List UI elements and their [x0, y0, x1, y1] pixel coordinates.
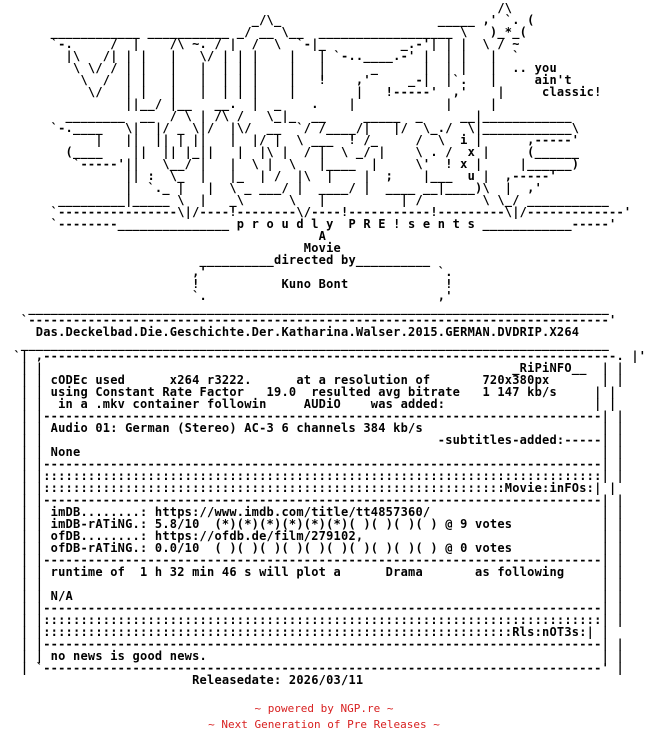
nfo-line: | |---------------------------------------------------------------------------| |: [6, 409, 624, 423]
nfo-line: `-. / | /\ ~. / | / \ `-|_ _.-'| | | \ / ~: [6, 37, 520, 51]
nfo-line: _/\_ _____ ,' `. (: [6, 13, 535, 27]
nfo-line: | | Audio 01: German (Stereo) AC-3 6 channels 384 kb/s | |: [6, 421, 624, 435]
nfo-line: | | | |: [6, 577, 624, 591]
nfo-line: | | N/A | |: [6, 589, 624, 603]
nfo-line: `| ,-----------------------------------------------------------------------------. |': [6, 349, 647, 363]
nfo-line: ! Kuno Bont !: [6, 277, 453, 291]
nfo-line: A: [6, 229, 327, 243]
nfo-line: | | ofDB-rATiNG.: 0.0/10 ( )( )( )( )( )( )( )( )( )( ) @ 0 votes | |: [6, 541, 624, 555]
nfo-line: | |---------------------------------------------------------------------------| |: [6, 601, 624, 615]
nfo-line: | | in a .mkv container followin AUDiO was added: | |: [6, 397, 617, 411]
nfo-line: | | _RiPiNFO__ | |: [6, 361, 624, 375]
nfo-line: | | cODEc used x264 r3222. at a resolution of 720x380px | |: [6, 373, 624, 387]
nfo-line: \ \/ / | | | | | | | | | _ | | | | .. you: [6, 61, 557, 75]
nfo-line: | | None | |: [6, 445, 624, 459]
nfo-line: | |---------------------------------------------------------------------------| |: [6, 637, 624, 651]
nfo-line: | | runtime of 1 h 32 min 46 s will plot a Drama as following | |: [6, 565, 624, 579]
nfo-line: `-.____ \| |/ _ \|/ |\/ __ `/ /____/| |/ \_./ \|____________\: [6, 121, 580, 135]
nfo-line: | |:::::::::::::::::::::::::::::::::::::::::::::::::::::::::::::::::::::::::::| |: [6, 469, 624, 483]
nfo-line: | |::::::::::::::::::::::::::::::::::::::::::::::::::::::::::::::Movie:inFOs:| |: [6, 481, 617, 495]
nfo-line: Movie: [6, 241, 342, 255]
footer-tagline: ~ Next Generation of Pre Releases ~: [208, 718, 440, 731]
nfo-text-block: [6, 2, 646, 686]
nfo-line: __________directed by__________: [6, 253, 431, 267]
nfo-line: `----------------\|/----!--------\/----!-----------!---------\|/-------------': [6, 205, 632, 219]
nfo-line: ||__/ |__ __. | _ . | | |: [6, 97, 498, 111]
nfo-line: ____________ ___________ _/ __ \__ __________________ \ )_*_(: [6, 25, 528, 39]
nfo-line: _______________________________________________________________________________: [6, 337, 610, 351]
nfo-line: || : \_ | |_ | / |\ | | ; |___ u | ,-----': [6, 169, 580, 183]
nfo-line: | | no news is good news. | |: [6, 649, 624, 663]
nfo-line: Releasedate: 2026/03/11: [6, 673, 364, 687]
nfo-line: (____ || || |_|| | |\ | / | \ _/ | \ . / x | (______: [6, 145, 587, 159]
nfo-line: \ / | | | | | | | | ! ,' _-| |`. | ain't: [6, 73, 572, 87]
nfo-line: `. ,': [6, 289, 453, 303]
nfo-line: /\: [6, 1, 513, 15]
nfo-line: | | imDB-rATiNG.: 5.8/10 (*)(*)(*)(*)(*)(*)( )( )( )( ) @ 9 votes | |: [6, 517, 624, 531]
nfo-line: | |---------------------------------------------------------------------------| |: [6, 493, 624, 507]
nfo-line: | |:::::::::::::::::::::::::::::::::::::::::::::::::::::::::::::::::::::::::::| |: [6, 613, 624, 627]
ngp-link[interactable]: ~ powered by NGP.re ~: [254, 702, 394, 715]
nfo-line: | |---------------------------------------------------------------------------| |: [6, 457, 624, 471]
nfo-line: `-----'|| \__/ | | \ | \ |____ | \' ! x | |______): [6, 157, 580, 171]
nfo-line: ______________________________________________________________________________: [6, 301, 610, 315]
nfo-line: | | imDB........: https://www.imdb.com/title/tt4857360/ | |: [6, 505, 624, 519]
nfo-line: | `---------------------------------------------------------------------------' |: [6, 661, 624, 675]
nfo-line: | | using Constant Rate Factor 19.0 resulted avg bitrate 1 147 kb/s | |: [6, 385, 617, 399]
nfo-line: `------------------------------------------------------------------------------': [6, 313, 617, 327]
nfo-line: ________ __ / \ | /\ / \_|_ __ _____ _ __|____________: [6, 109, 572, 123]
nfo-line: | |:::::::::::::::::::::::::::::::::::::::::::::::::::::::::::::::Rls:nOT3s:| |: [6, 625, 610, 639]
nfo-line: Das.Deckelbad.Die.Geschichte.Der.Katharina.Walser.2015.GERMAN.DVDRIP.X264: [6, 325, 580, 339]
nfo-line: | `._ | | \ _ ___/ | ____/ | ____ __|____)\ | ,': [6, 181, 587, 195]
nfo-line: `--------_______________ p r o u d l y P R E ! s e n t s ____________-----': [6, 217, 617, 231]
nfo-line: | | ofDB........: https://ofdb.de/film/279102, | |: [6, 529, 624, 543]
nfo-line: | || || | || | |/ | \ ___ ! /_ / \ i | ,-----': [6, 133, 587, 147]
nfo-line: \/ | | | | | | | | | !-----' ,' | classic!: [6, 85, 602, 99]
nfo-line: ,' `.: [6, 265, 453, 279]
nfo-line: | | -subtitles-added:-----| |: [6, 433, 624, 447]
nfo-line: | |---------------------------------------------------------------------------| |: [6, 553, 624, 567]
nfo-line: _________|_____ \ | _\ \ | | / \ \_/ ___________: [6, 193, 610, 207]
nfo-line: |\ /| | | | \/ | | | | | `-..____.-' | | | | `: [6, 49, 535, 63]
